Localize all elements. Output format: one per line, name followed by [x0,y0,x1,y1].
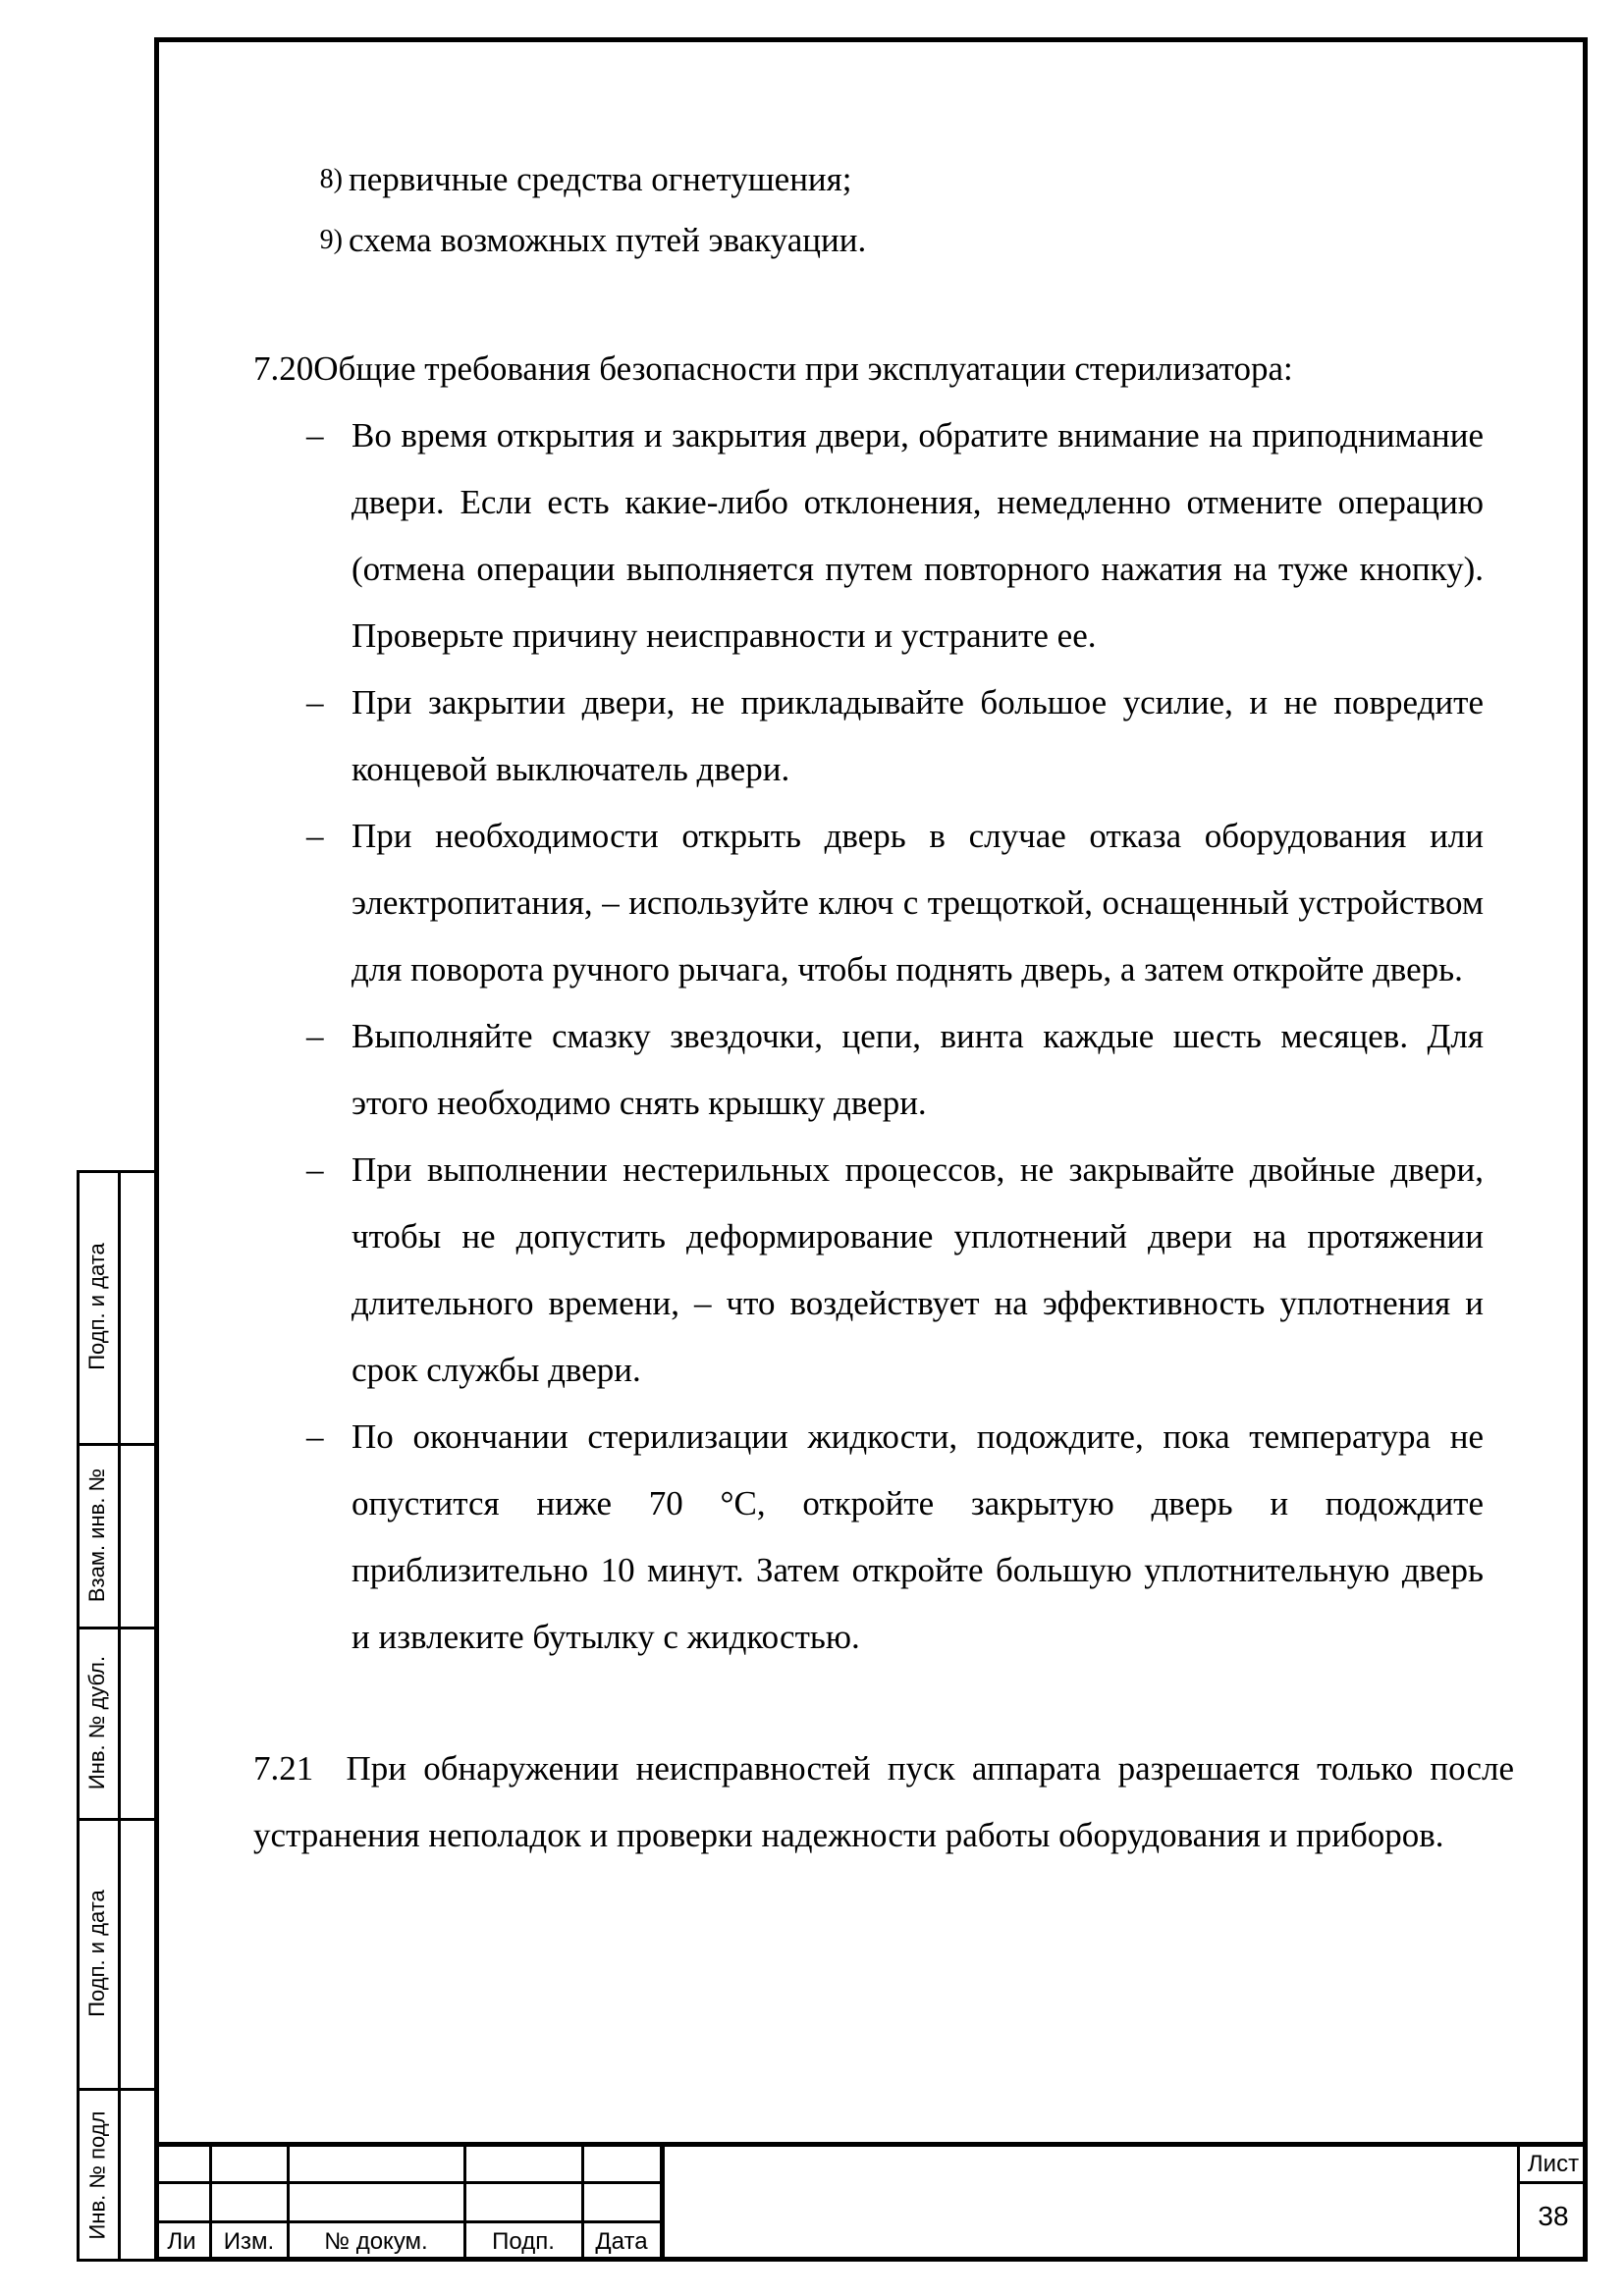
bullet-item [253,1404,1484,1671]
stamp-cell [77,1627,118,1818]
col-label-no-dokum: № докум. [324,2228,428,2255]
title-block [154,2142,1588,2262]
bullet-item [253,1137,1484,1404]
title-block-top-line [154,2142,1588,2147]
bullet-text: При выполнении нестерильных процессов, не закрывайте двойные двери, чтобы не допустить деформирование уплотнений двери на протяжении длительного времени, – что воздействует на эффективность уплотнения и срок службы двери. [352,1150,1484,1389]
margin-stamp-column [77,1170,155,2262]
title-block-row-line [154,2181,665,2184]
stamp-cell [77,1170,118,1443]
sheet-cell-divider [1517,2181,1588,2184]
bullet-item [253,402,1484,669]
list-item-text: первичные средства огнетушения; [349,160,852,198]
sheet-number: 38 [1538,2201,1569,2231]
section-title: Общие требования безопасности при эксплуатации стерилизатора: [313,349,1293,388]
section-number: 7.21 [253,1749,314,1788]
list-marker: 9) [319,225,343,255]
section-721 [253,1735,1514,1869]
bullet-item [253,1003,1484,1137]
stamp-cell [77,1818,118,2088]
bullet-item [253,669,1484,803]
bullet-text: При необходимости открыть дверь в случае отказа оборудования или электропитания, – используйте ключ с трещоткой, оснащенный устройством для поворота ручного рычага, чтобы поднять дверь, а затем откройте дверь. [352,817,1484,988]
stamp-label: Инв. № дубл. [84,1655,110,1789]
section-text: При обнаружении неисправностей пуск аппарата разрешается только после устранения неполадок и проверки надежности работы оборудования и приборов. [253,1749,1514,1854]
col-label-li: Ли [167,2228,196,2255]
stamp-label: Подп. и дата [84,1243,109,1370]
document-body [253,149,1514,1869]
bullet-text: Выполняйте смазку звездочки, цепи, винта каждые шесть месяцев. Для этого необходимо снять крышку двери. [352,1017,1484,1122]
list-item-text: схема возможных путей эвакуации. [349,221,867,259]
list-item [253,210,1514,271]
stamp-cell [77,2088,118,2262]
dash-marker: – [306,1417,324,1456]
dash-marker: – [306,1150,324,1189]
col-label-podp: Подп. [492,2228,555,2255]
dash-marker: – [306,416,324,454]
bullet-text: Во время открытия и закрытия двери, обратите внимание на приподнимание двери. Если есть какие-либо отклонения, немедленно отмените операцию (отмена операции выполняется путем повторного нажатия на туже кнопку). Проверьте причину неисправности и устраните ее. [352,416,1484,655]
section-720-heading [253,336,1514,402]
col-label-data: Дата [595,2228,648,2255]
bullet-item [253,803,1484,1003]
stamp-cell [77,1443,118,1627]
list-marker: 8) [319,164,343,194]
title-block-row-line [154,2220,665,2223]
stamp-label: Подп. и дата [84,1889,109,2017]
list-item [253,149,1514,210]
bullet-text: При закрытии двери, не прикладывайте большое усилие, и не повредите концевой выключатель двери. [352,683,1484,788]
title-block-col-line [660,2142,665,2262]
dash-marker: – [306,817,324,855]
dash-marker: – [306,1017,324,1055]
stamp-label: Инв. № подл [84,2110,109,2239]
section-number: 7.20 [253,349,314,388]
stamp-divider [118,1170,121,2262]
sheet-label: Лист [1527,2151,1580,2177]
dash-marker: – [306,683,324,721]
stamp-label: Взам. инв. № [84,1468,110,1602]
bullet-text: По окончании стерилизации жидкости, подождите, пока температура не опустится ниже 70 °С, откройте закрытую дверь и подождите приблизительно 10 минут. Затем откройте большую уплотнительную дверь и извлеките бутылку с жидкостью. [352,1417,1484,1656]
col-label-izm: Изм. [223,2228,275,2255]
